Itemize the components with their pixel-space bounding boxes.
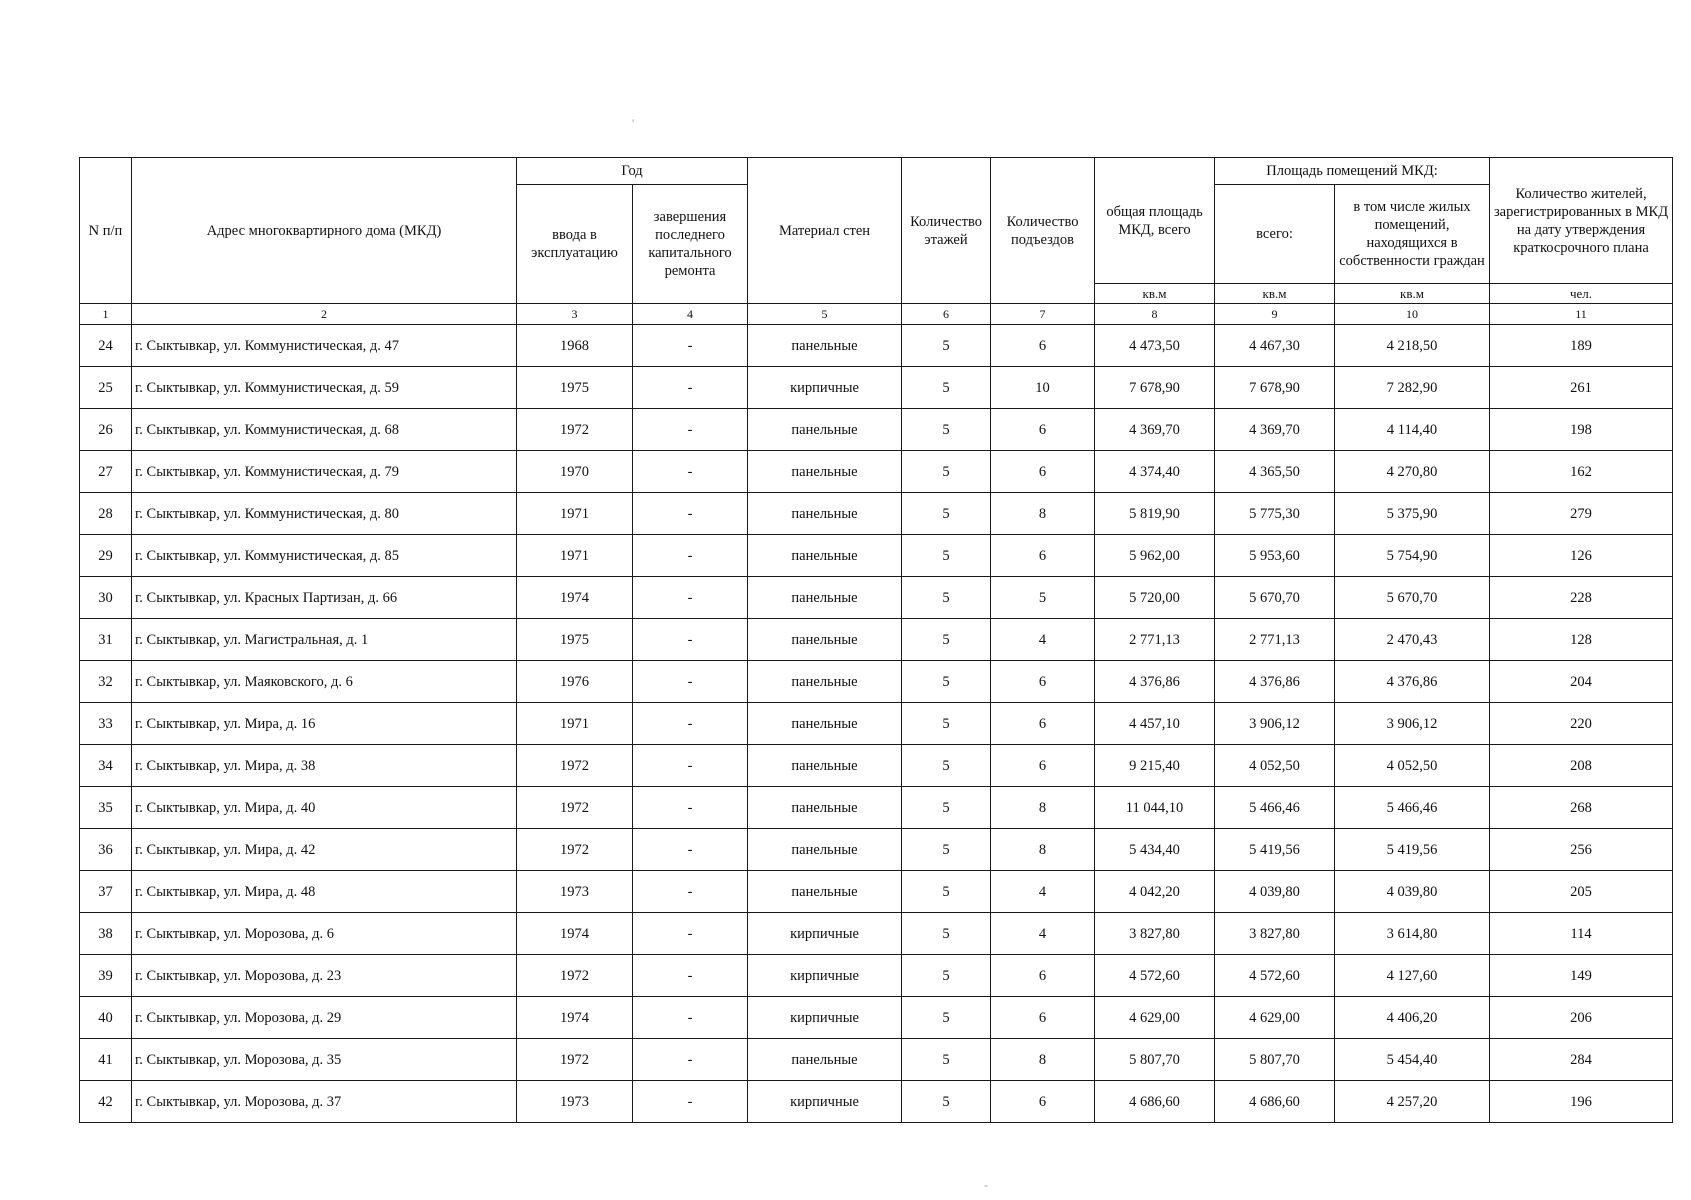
cell-premises-residential: 5 466,46 (1335, 787, 1490, 829)
table-row (80, 871, 1673, 913)
header-entrances: Количество подъездов (991, 158, 1095, 304)
unit-total-area: кв.м (1095, 284, 1215, 304)
column-number: 10 (1335, 304, 1490, 325)
cell-residents: 205 (1490, 871, 1673, 913)
table-row (80, 535, 1673, 577)
cell-year-commission: 1973 (517, 1081, 633, 1123)
unit-premises-total: кв.м (1215, 284, 1335, 304)
cell-entrances: 6 (991, 703, 1095, 745)
cell-premises-residential: 5 419,56 (1335, 829, 1490, 871)
cell-floors: 5 (902, 619, 991, 661)
cell-premises-total: 2 771,13 (1215, 619, 1335, 661)
cell-wall-material: панельные (748, 619, 902, 661)
cell-total-area: 4 376,86 (1095, 661, 1215, 703)
cell-year-commission: 1971 (517, 493, 633, 535)
cell-floors: 5 (902, 997, 991, 1039)
cell-entrances: 6 (991, 745, 1095, 787)
cell-premises-total: 5 419,56 (1215, 829, 1335, 871)
cell-residents: 220 (1490, 703, 1673, 745)
cell-entrances: 6 (991, 535, 1095, 577)
cell-total-area: 4 473,50 (1095, 325, 1215, 367)
cell-premises-total: 5 953,60 (1215, 535, 1335, 577)
table-row (80, 1039, 1673, 1081)
header-total-area: общая площадь МКД, всего (1095, 158, 1215, 284)
cell-row-number: 40 (80, 997, 132, 1039)
header-address: Адрес многоквартирного дома (МКД) (132, 158, 517, 304)
table-row (80, 997, 1673, 1039)
cell-entrances: 6 (991, 997, 1095, 1039)
cell-floors: 5 (902, 1081, 991, 1123)
cell-row-number: 34 (80, 745, 132, 787)
cell-residents: 228 (1490, 577, 1673, 619)
cell-entrances: 8 (991, 1039, 1095, 1081)
cell-total-area: 11 044,10 (1095, 787, 1215, 829)
cell-premises-residential: 4 052,50 (1335, 745, 1490, 787)
table-row (80, 661, 1673, 703)
header-floors: Количество этажей (902, 158, 991, 304)
cell-year-repair: - (633, 913, 748, 955)
cell-total-area: 5 807,70 (1095, 1039, 1215, 1081)
cell-year-repair: - (633, 997, 748, 1039)
cell-year-repair: - (633, 493, 748, 535)
table-row (80, 703, 1673, 745)
cell-residents: 204 (1490, 661, 1673, 703)
cell-wall-material: панельные (748, 325, 902, 367)
unit-premises-residential: кв.м (1335, 284, 1490, 304)
cell-floors: 5 (902, 577, 991, 619)
cell-entrances: 8 (991, 829, 1095, 871)
column-number: 3 (517, 304, 633, 325)
cell-floors: 5 (902, 745, 991, 787)
cell-entrances: 8 (991, 493, 1095, 535)
cell-total-area: 3 827,80 (1095, 913, 1215, 955)
cell-premises-total: 5 775,30 (1215, 493, 1335, 535)
cell-total-area: 7 678,90 (1095, 367, 1215, 409)
cell-wall-material: панельные (748, 409, 902, 451)
cell-year-commission: 1972 (517, 955, 633, 997)
cell-residents: 162 (1490, 451, 1673, 493)
cell-wall-material: панельные (748, 1039, 902, 1081)
cell-year-commission: 1972 (517, 1039, 633, 1081)
cell-premises-total: 4 572,60 (1215, 955, 1335, 997)
cell-premises-total: 4 052,50 (1215, 745, 1335, 787)
cell-address: г. Сыктывкар, ул. Морозова, д. 23 (132, 955, 517, 997)
cell-year-repair: - (633, 577, 748, 619)
cell-total-area: 5 819,90 (1095, 493, 1215, 535)
cell-row-number: 25 (80, 367, 132, 409)
cell-row-number: 27 (80, 451, 132, 493)
cell-year-repair: - (633, 829, 748, 871)
column-number: 11 (1490, 304, 1673, 325)
cell-row-number: 38 (80, 913, 132, 955)
cell-residents: 128 (1490, 619, 1673, 661)
cell-year-repair: - (633, 787, 748, 829)
header-wall-material: Материал стен (748, 158, 902, 304)
cell-residents: 114 (1490, 913, 1673, 955)
cell-premises-residential: 4 127,60 (1335, 955, 1490, 997)
cell-entrances: 4 (991, 619, 1095, 661)
header-year-group: Год (517, 158, 748, 185)
housing-table (79, 157, 1673, 1123)
cell-residents: 284 (1490, 1039, 1673, 1081)
cell-row-number: 35 (80, 787, 132, 829)
cell-premises-residential: 4 376,86 (1335, 661, 1490, 703)
cell-address: г. Сыктывкар, ул. Маяковского, д. 6 (132, 661, 517, 703)
cell-address: г. Сыктывкар, ул. Красных Партизан, д. 66 (132, 577, 517, 619)
cell-premises-residential: 5 754,90 (1335, 535, 1490, 577)
table-row (80, 325, 1673, 367)
cell-entrances: 6 (991, 451, 1095, 493)
cell-premises-total: 4 686,60 (1215, 1081, 1335, 1123)
cell-row-number: 41 (80, 1039, 132, 1081)
cell-premises-residential: 4 406,20 (1335, 997, 1490, 1039)
cell-floors: 5 (902, 829, 991, 871)
table-row (80, 619, 1673, 661)
cell-year-repair: - (633, 325, 748, 367)
cell-premises-residential: 7 282,90 (1335, 367, 1490, 409)
cell-total-area: 4 369,70 (1095, 409, 1215, 451)
column-number: 9 (1215, 304, 1335, 325)
cell-year-commission: 1974 (517, 997, 633, 1039)
cell-premises-total: 3 906,12 (1215, 703, 1335, 745)
cell-row-number: 33 (80, 703, 132, 745)
cell-residents: 208 (1490, 745, 1673, 787)
cell-total-area: 2 771,13 (1095, 619, 1215, 661)
cell-residents: 198 (1490, 409, 1673, 451)
cell-year-commission: 1974 (517, 577, 633, 619)
cell-row-number: 29 (80, 535, 132, 577)
cell-entrances: 5 (991, 577, 1095, 619)
cell-year-commission: 1972 (517, 787, 633, 829)
cell-wall-material: панельные (748, 871, 902, 913)
cell-year-commission: 1972 (517, 829, 633, 871)
cell-total-area: 4 042,20 (1095, 871, 1215, 913)
cell-row-number: 31 (80, 619, 132, 661)
cell-address: г. Сыктывкар, ул. Мира, д. 38 (132, 745, 517, 787)
cell-residents: 189 (1490, 325, 1673, 367)
cell-floors: 5 (902, 493, 991, 535)
cell-row-number: 26 (80, 409, 132, 451)
cell-year-commission: 1972 (517, 409, 633, 451)
table-body (80, 325, 1673, 1123)
cell-entrances: 8 (991, 787, 1095, 829)
cell-total-area: 4 629,00 (1095, 997, 1215, 1039)
cell-year-repair: - (633, 661, 748, 703)
cell-year-commission: 1972 (517, 745, 633, 787)
cell-year-commission: 1974 (517, 913, 633, 955)
cell-year-repair: - (633, 703, 748, 745)
cell-year-repair: - (633, 451, 748, 493)
header-premises-group: Площадь помещений МКД: (1215, 158, 1490, 185)
header-premises-residential: в том числе жилых помещений, находящихся в собственности граждан (1335, 185, 1490, 284)
cell-year-commission: 1971 (517, 535, 633, 577)
cell-premises-total: 5 466,46 (1215, 787, 1335, 829)
column-number: 1 (80, 304, 132, 325)
table-row (80, 493, 1673, 535)
table-row (80, 367, 1673, 409)
cell-entrances: 6 (991, 325, 1095, 367)
cell-premises-residential: 5 454,40 (1335, 1039, 1490, 1081)
cell-wall-material: кирпичные (748, 913, 902, 955)
cell-floors: 5 (902, 661, 991, 703)
column-number: 6 (902, 304, 991, 325)
cell-floors: 5 (902, 703, 991, 745)
cell-total-area: 5 962,00 (1095, 535, 1215, 577)
cell-entrances: 6 (991, 1081, 1095, 1123)
cell-entrances: 4 (991, 913, 1095, 955)
header-year-commission: ввода в эксплуатацию (517, 185, 633, 304)
cell-address: г. Сыктывкар, ул. Коммунистическая, д. 79 (132, 451, 517, 493)
scan-mark-top: ' (632, 116, 635, 130)
cell-residents: 126 (1490, 535, 1673, 577)
cell-address: г. Сыктывкар, ул. Мира, д. 16 (132, 703, 517, 745)
cell-address: г. Сыктывкар, ул. Морозова, д. 37 (132, 1081, 517, 1123)
cell-row-number: 24 (80, 325, 132, 367)
cell-residents: 256 (1490, 829, 1673, 871)
cell-row-number: 42 (80, 1081, 132, 1123)
cell-floors: 5 (902, 1039, 991, 1081)
cell-floors: 5 (902, 367, 991, 409)
cell-premises-residential: 3 614,80 (1335, 913, 1490, 955)
cell-year-repair: - (633, 367, 748, 409)
cell-year-commission: 1975 (517, 367, 633, 409)
cell-premises-total: 4 369,70 (1215, 409, 1335, 451)
cell-address: г. Сыктывкар, ул. Мира, д. 48 (132, 871, 517, 913)
cell-total-area: 4 572,60 (1095, 955, 1215, 997)
cell-floors: 5 (902, 325, 991, 367)
cell-total-area: 9 215,40 (1095, 745, 1215, 787)
cell-wall-material: кирпичные (748, 997, 902, 1039)
header-residents: Количество жителей, зарегистрированных в МКД на дату утверждения краткосрочного плана (1490, 158, 1673, 284)
cell-floors: 5 (902, 451, 991, 493)
cell-year-repair: - (633, 409, 748, 451)
cell-address: г. Сыктывкар, ул. Морозова, д. 35 (132, 1039, 517, 1081)
cell-premises-residential: 4 257,20 (1335, 1081, 1490, 1123)
cell-entrances: 10 (991, 367, 1095, 409)
cell-premises-residential: 2 470,43 (1335, 619, 1490, 661)
cell-row-number: 36 (80, 829, 132, 871)
cell-residents: 149 (1490, 955, 1673, 997)
cell-row-number: 39 (80, 955, 132, 997)
cell-address: г. Сыктывкар, ул. Морозова, д. 29 (132, 997, 517, 1039)
column-number: 8 (1095, 304, 1215, 325)
table-row (80, 577, 1673, 619)
cell-premises-total: 5 807,70 (1215, 1039, 1335, 1081)
cell-premises-total: 4 365,50 (1215, 451, 1335, 493)
scan-mark-bottom: - (984, 1178, 988, 1192)
cell-year-commission: 1968 (517, 325, 633, 367)
table-row (80, 451, 1673, 493)
cell-row-number: 32 (80, 661, 132, 703)
cell-residents: 279 (1490, 493, 1673, 535)
cell-total-area: 5 434,40 (1095, 829, 1215, 871)
cell-residents: 268 (1490, 787, 1673, 829)
cell-year-commission: 1970 (517, 451, 633, 493)
cell-year-commission: 1976 (517, 661, 633, 703)
cell-premises-residential: 4 039,80 (1335, 871, 1490, 913)
cell-entrances: 6 (991, 955, 1095, 997)
cell-total-area: 4 686,60 (1095, 1081, 1215, 1123)
cell-total-area: 4 457,10 (1095, 703, 1215, 745)
cell-row-number: 28 (80, 493, 132, 535)
cell-address: г. Сыктывкар, ул. Мира, д. 40 (132, 787, 517, 829)
header-year-repair: завершения последнего капитального ремонта (633, 185, 748, 304)
cell-wall-material: панельные (748, 745, 902, 787)
cell-wall-material: панельные (748, 829, 902, 871)
cell-wall-material: панельные (748, 661, 902, 703)
cell-year-repair: - (633, 745, 748, 787)
cell-year-repair: - (633, 535, 748, 577)
cell-year-commission: 1971 (517, 703, 633, 745)
cell-year-repair: - (633, 619, 748, 661)
cell-premises-residential: 4 218,50 (1335, 325, 1490, 367)
cell-premises-total: 4 039,80 (1215, 871, 1335, 913)
cell-floors: 5 (902, 913, 991, 955)
cell-row-number: 37 (80, 871, 132, 913)
table-row (80, 787, 1673, 829)
column-number: 4 (633, 304, 748, 325)
cell-wall-material: кирпичные (748, 1081, 902, 1123)
table-row (80, 829, 1673, 871)
cell-residents: 261 (1490, 367, 1673, 409)
cell-wall-material: панельные (748, 703, 902, 745)
cell-premises-residential: 5 670,70 (1335, 577, 1490, 619)
table-row (80, 913, 1673, 955)
cell-wall-material: панельные (748, 493, 902, 535)
cell-entrances: 6 (991, 661, 1095, 703)
cell-address: г. Сыктывкар, ул. Коммунистическая, д. 68 (132, 409, 517, 451)
cell-address: г. Сыктывкар, ул. Коммунистическая, д. 80 (132, 493, 517, 535)
cell-address: г. Сыктывкар, ул. Коммунистическая, д. 85 (132, 535, 517, 577)
cell-entrances: 4 (991, 871, 1095, 913)
cell-premises-total: 4 629,00 (1215, 997, 1335, 1039)
cell-year-repair: - (633, 1081, 748, 1123)
cell-address: г. Сыктывкар, ул. Коммунистическая, д. 47 (132, 325, 517, 367)
table-row (80, 1081, 1673, 1123)
header-n: N п/п (80, 158, 132, 304)
cell-floors: 5 (902, 535, 991, 577)
cell-year-commission: 1973 (517, 871, 633, 913)
cell-residents: 206 (1490, 997, 1673, 1039)
cell-wall-material: панельные (748, 451, 902, 493)
cell-year-repair: - (633, 1039, 748, 1081)
cell-floors: 5 (902, 871, 991, 913)
column-number: 7 (991, 304, 1095, 325)
table-row (80, 409, 1673, 451)
cell-premises-total: 5 670,70 (1215, 577, 1335, 619)
table-row (80, 745, 1673, 787)
cell-entrances: 6 (991, 409, 1095, 451)
cell-premises-residential: 4 114,40 (1335, 409, 1490, 451)
column-number: 5 (748, 304, 902, 325)
cell-total-area: 4 374,40 (1095, 451, 1215, 493)
cell-address: г. Сыктывкар, ул. Магистральная, д. 1 (132, 619, 517, 661)
cell-premises-total: 3 827,80 (1215, 913, 1335, 955)
cell-wall-material: панельные (748, 787, 902, 829)
cell-residents: 196 (1490, 1081, 1673, 1123)
cell-floors: 5 (902, 955, 991, 997)
cell-floors: 5 (902, 409, 991, 451)
cell-year-repair: - (633, 871, 748, 913)
cell-address: г. Сыктывкар, ул. Морозова, д. 6 (132, 913, 517, 955)
cell-address: г. Сыктывкар, ул. Мира, д. 42 (132, 829, 517, 871)
table-row (80, 955, 1673, 997)
cell-premises-total: 7 678,90 (1215, 367, 1335, 409)
cell-premises-total: 4 376,86 (1215, 661, 1335, 703)
cell-premises-residential: 4 270,80 (1335, 451, 1490, 493)
cell-premises-total: 4 467,30 (1215, 325, 1335, 367)
cell-total-area: 5 720,00 (1095, 577, 1215, 619)
cell-floors: 5 (902, 787, 991, 829)
cell-wall-material: кирпичные (748, 955, 902, 997)
header-premises-total: всего: (1215, 185, 1335, 284)
cell-year-repair: - (633, 955, 748, 997)
cell-year-commission: 1975 (517, 619, 633, 661)
cell-wall-material: кирпичные (748, 367, 902, 409)
cell-address: г. Сыктывкар, ул. Коммунистическая, д. 59 (132, 367, 517, 409)
cell-premises-residential: 3 906,12 (1335, 703, 1490, 745)
column-number: 2 (132, 304, 517, 325)
cell-wall-material: панельные (748, 535, 902, 577)
cell-row-number: 30 (80, 577, 132, 619)
unit-residents: чел. (1490, 284, 1673, 304)
cell-premises-residential: 5 375,90 (1335, 493, 1490, 535)
cell-wall-material: панельные (748, 577, 902, 619)
